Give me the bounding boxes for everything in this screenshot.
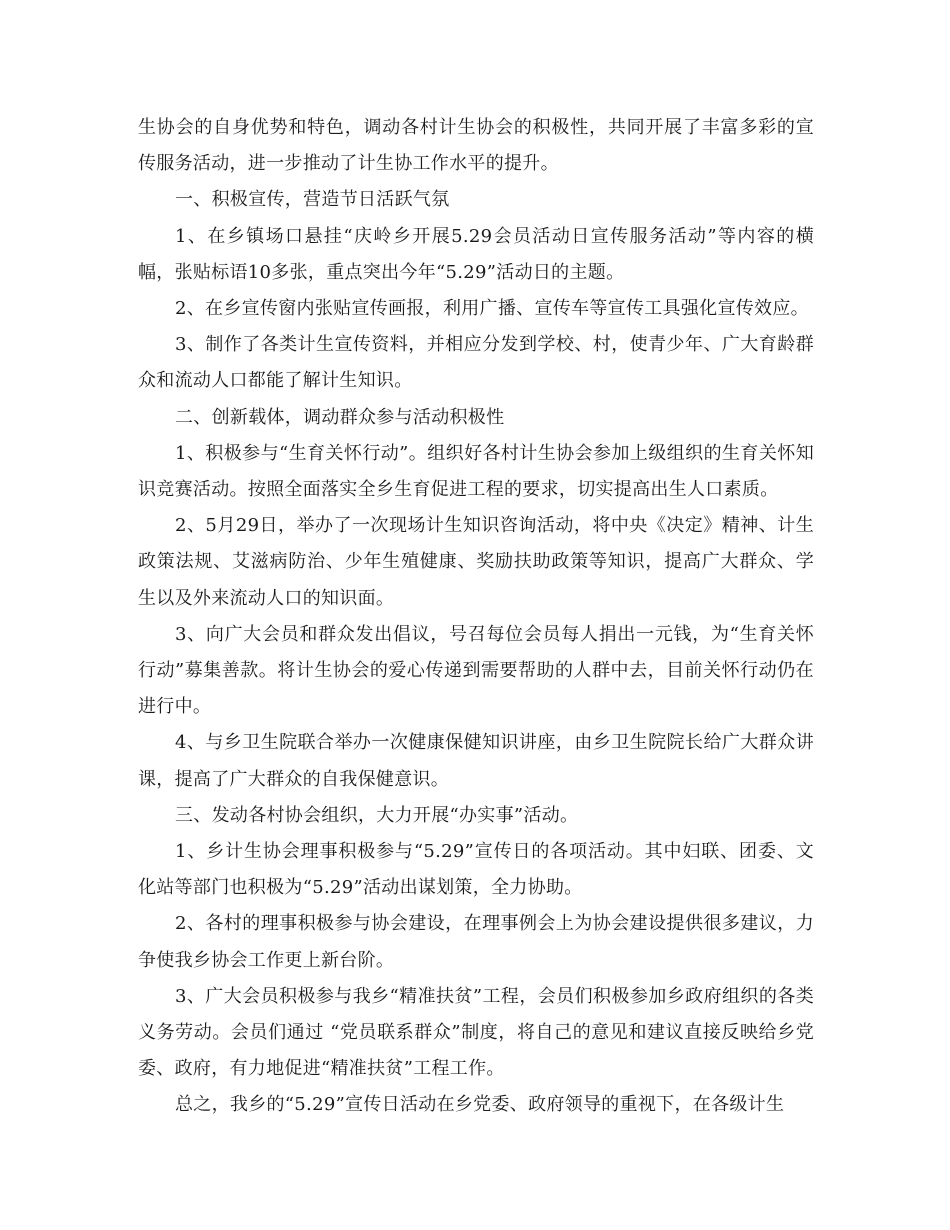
paragraph: 一、积极宣传，营造节日活跃气氛 — [175, 189, 450, 211]
paragraph: 4、与乡卫生院联合举办一次健康保健知识讲座，由乡卫生院院长给广大群众讲课，提高了广大群众的自我保健意识。 — [138, 732, 814, 790]
paragraph: 三、发动各村协会组织，大力开展“办实事”活动。 — [175, 804, 579, 826]
paragraph: 3、向广大会员和群众发出倡议，号召每位会员每人捐出一元钱，为“生育关怀行动”募集善款。将计生协会的爱心传递到需要帮助的人群中去，目前关怀行动仍在进行中。 — [138, 623, 814, 718]
paragraph: 1、乡计生协会理事积极参与“5.29”宣传日的各项活动。其中妇联、团委、文化站等部门也积极为“5.29”活动出谋划策，全力协助。 — [138, 841, 814, 899]
paragraph: 1、在乡镇场口悬挂“庆岭乡开展5.29会员活动日宣传服务活动”等内容的横幅，张贴标语10多张，重点突出今年“5.29”活动日的主题。 — [138, 225, 814, 283]
paragraph: 3、广大会员积极参与我乡“精准扶贫”工程，会员们积极参加乡政府组织的各类义务劳动。会员们通过 “党员联系群众”制度，将自己的意见和建议直接反映给乡党委、政府，有力地促进“精准扶贫”工程工作。 — [138, 985, 814, 1080]
document-body — [138, 110, 814, 1124]
paragraph: 生协会的自身优势和特色，调动各村计生协会的积极性，共同开展了丰富多彩的宣传服务活动，进一步推动了计生协工作水平的提升。 — [138, 117, 814, 175]
paragraph: 1、积极参与“生育关怀行动”。组织好各村计生协会参加上级组织的生育关怀知识竞赛活动。按照全面落实全乡生育促进工程的要求，切实提高出生人口素质。 — [138, 442, 814, 501]
paragraph: 总之，我乡的“5.29”宣传日活动在乡党委、政府领导的重视下，在各级计生 — [175, 1094, 785, 1116]
paragraph: 2、在乡宣传窗内张贴宣传画报，利用广播、宣传车等宣传工具强化宣传效应。 — [175, 298, 809, 320]
paragraph: 2、各村的理事积极参与协会建设，在理事例会上为协会建设提供很多建议，力争使我乡协会工作更上新台阶。 — [138, 913, 814, 971]
paragraph: 2、5月29日，举办了一次现场计生知识咨询活动，将中央《决定》精神、计生政策法规、艾滋病防治、少年生殖健康、奖励扶助政策等知识，提高广大群众、学生以及外来流动人口的知识面。 — [138, 515, 814, 609]
paragraph: 3、制作了各类计生宣传资料，并相应分发到学校、村，使青少年、广大育龄群众和流动人口都能了解计生知识。 — [138, 334, 814, 392]
paragraph: 二、创新载体，调动群众参与活动积极性 — [175, 406, 505, 428]
